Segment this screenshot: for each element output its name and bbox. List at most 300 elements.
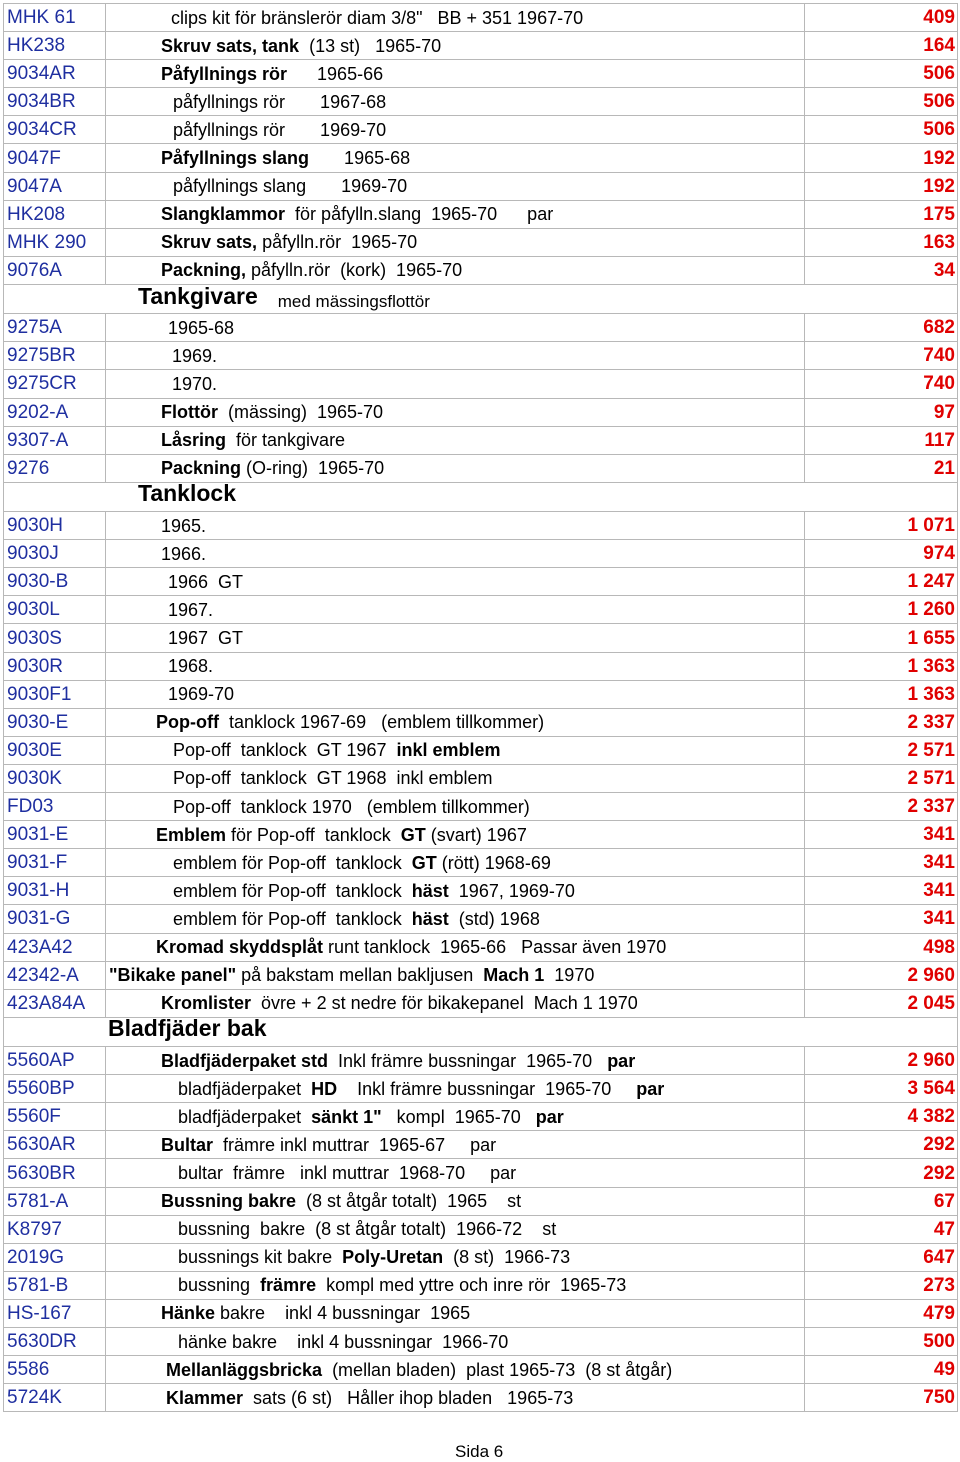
part-number: 9034BR <box>4 88 106 116</box>
part-description <box>106 821 805 849</box>
part-number: 9275CR <box>4 370 106 398</box>
description-text <box>161 37 441 55</box>
description-bold-segment: Skruv sats, tank <box>161 35 300 56</box>
description-text <box>173 798 530 816</box>
parts-price-table <box>3 3 958 1412</box>
part-description <box>106 736 805 764</box>
part-number: 5781-B <box>4 1271 106 1299</box>
table-row <box>4 708 958 736</box>
description-bold-segment: Packning, <box>161 260 247 281</box>
description-bold-segment: par <box>636 1078 665 1099</box>
description-bold-segment: Mellanläggsbricka <box>166 1359 323 1380</box>
description-bold-segment: inkl emblem <box>396 740 501 761</box>
table-row <box>4 88 958 116</box>
part-price: 506 <box>805 60 958 88</box>
description-bold-segment: Bladfjäderpaket std <box>161 1050 329 1071</box>
part-number: 5630AR <box>4 1131 106 1159</box>
section-heading: Tankgivare <box>138 284 258 309</box>
part-number: 9031-E <box>4 821 106 849</box>
description-text <box>161 205 553 223</box>
description-text <box>172 347 217 365</box>
description-text <box>178 1248 570 1266</box>
description-text <box>161 65 383 83</box>
part-price: 1 655 <box>805 624 958 652</box>
part-price: 67 <box>805 1187 958 1215</box>
description-text <box>168 319 234 337</box>
part-price: 2 337 <box>805 708 958 736</box>
part-description <box>106 877 805 905</box>
description-text <box>161 1052 635 1070</box>
description-text <box>161 1304 470 1322</box>
description-bold-segment: Kromad skyddsplåt <box>156 937 324 958</box>
description-bold-segment: sänkt 1" <box>311 1106 382 1127</box>
part-number: 9030E <box>4 736 106 764</box>
part-description <box>106 144 805 172</box>
section-heading: Bladfjäder bak <box>108 1017 267 1042</box>
description-text <box>166 1361 672 1379</box>
part-price: 2 045 <box>805 989 958 1017</box>
part-number: 5630BR <box>4 1159 106 1187</box>
part-description <box>106 1356 805 1384</box>
part-description <box>106 989 805 1017</box>
description-segment: 1969. <box>172 345 218 366</box>
description-segment: (8 st åtgår totalt) 1965 st <box>296 1191 522 1212</box>
part-number: 9034CR <box>4 116 106 144</box>
description-segment: (O-ring) 1965-70 <box>241 458 385 479</box>
description-segment: Pop-off tanklock GT 1968 inkl emblem <box>173 768 493 789</box>
part-number: 9275BR <box>4 342 106 370</box>
description-bold-segment: Kromlister <box>161 993 252 1014</box>
part-price: 4 382 <box>805 1103 958 1131</box>
description-text <box>173 882 575 900</box>
description-bold-segment: Bultar <box>161 1134 214 1155</box>
part-price: 117 <box>805 426 958 454</box>
description-segment: emblem för Pop-off tanklock <box>173 852 412 873</box>
description-segment: (mässing) 1965-70 <box>217 402 384 423</box>
table-row <box>4 1075 958 1103</box>
description-text <box>161 517 206 535</box>
part-price: 341 <box>805 821 958 849</box>
description-text <box>168 573 243 591</box>
table-row <box>4 1047 958 1075</box>
section-heading-row <box>4 482 958 511</box>
table-row <box>4 1271 958 1299</box>
part-number: 9030J <box>4 540 106 568</box>
page-number: Sida 6 <box>455 1442 504 1461</box>
description-text <box>173 910 540 928</box>
table-row <box>4 849 958 877</box>
part-description <box>106 933 805 961</box>
part-description <box>106 849 805 877</box>
description-bold-segment: "Bikake panel" <box>109 965 237 986</box>
description-text <box>173 177 407 195</box>
description-segment: bussning bakre (8 st åtgår totalt) 1966-72 st <box>178 1219 557 1240</box>
description-bold-segment: häst <box>411 880 449 901</box>
part-number: 42342-A <box>4 961 106 989</box>
description-text <box>173 769 493 787</box>
table-row <box>4 821 958 849</box>
table-row <box>4 342 958 370</box>
part-price: 2 571 <box>805 736 958 764</box>
table-row <box>4 764 958 792</box>
description-text <box>166 1389 573 1407</box>
description-text <box>168 657 213 675</box>
part-description <box>106 568 805 596</box>
part-number: 9030H <box>4 512 106 540</box>
description-segment: bultar främre inkl muttrar 1968-70 par <box>178 1163 517 1183</box>
description-bold-segment: Packning <box>161 458 242 479</box>
description-segment: kompl 1965-70 <box>381 1106 536 1127</box>
part-price: 192 <box>805 172 958 200</box>
part-price: 409 <box>805 4 958 32</box>
part-price: 506 <box>805 88 958 116</box>
description-bold-segment: Bussning bakre <box>161 1191 297 1212</box>
description-segment: 1966 GT <box>168 571 244 592</box>
description-segment: på bakstam mellan bakljusen <box>236 965 484 986</box>
description-segment: påfylln.rör (kork) 1965-70 <box>246 260 463 281</box>
table-row <box>4 144 958 172</box>
part-description <box>106 680 805 708</box>
description-segment: bakre inkl 4 bussningar 1965 <box>215 1303 471 1324</box>
table-row <box>4 1131 958 1159</box>
part-description <box>106 1187 805 1215</box>
table-row <box>4 256 958 284</box>
part-price: 3 564 <box>805 1075 958 1103</box>
part-description <box>106 370 805 398</box>
description-bold-segment: par <box>535 1106 564 1127</box>
part-description <box>106 228 805 256</box>
part-description <box>106 540 805 568</box>
table-row <box>4 60 958 88</box>
part-price: 1 363 <box>805 652 958 680</box>
part-number: HK238 <box>4 32 106 60</box>
part-number: 5560AP <box>4 1047 106 1075</box>
part-description <box>106 1299 805 1327</box>
part-price: 175 <box>805 200 958 228</box>
description-text <box>161 233 417 251</box>
description-text <box>156 713 544 731</box>
part-description <box>106 624 805 652</box>
description-text <box>156 938 666 956</box>
part-number: 2019G <box>4 1243 106 1271</box>
description-bold-segment: Påfyllnings slang <box>161 148 310 169</box>
description-bold-segment: GT <box>400 824 426 845</box>
part-description <box>106 88 805 116</box>
part-number: 5630DR <box>4 1328 106 1356</box>
part-price: 2 337 <box>805 793 958 821</box>
table-row <box>4 877 958 905</box>
part-price: 341 <box>805 877 958 905</box>
table-row <box>4 426 958 454</box>
part-number: 9202-A <box>4 398 106 426</box>
description-segment: bussning <box>178 1275 261 1296</box>
description-segment: 1965-68 <box>168 317 235 338</box>
description-text <box>168 685 234 703</box>
description-bold-segment: par <box>607 1050 636 1071</box>
part-description <box>106 1075 805 1103</box>
description-text <box>161 1136 496 1154</box>
table-row <box>4 793 958 821</box>
description-segment: Pop-off tanklock GT 1967 <box>173 740 397 761</box>
description-bold-segment: Skruv sats, <box>161 232 258 253</box>
part-number: HS-167 <box>4 1299 106 1327</box>
part-price: 1 363 <box>805 680 958 708</box>
table-row <box>4 596 958 624</box>
part-price: 500 <box>805 1328 958 1356</box>
description-segment: (mellan bladen) plast 1965-73 (8 st åtgår) <box>322 1359 673 1380</box>
parts-price-table-body <box>4 4 958 1412</box>
part-description <box>106 512 805 540</box>
part-description <box>106 905 805 933</box>
description-segment: Inkl främre bussningar 1965-70 <box>337 1078 637 1099</box>
description-segment: bladfjäderpaket <box>178 1106 312 1127</box>
description-text <box>178 1080 664 1098</box>
description-segment: 1970 <box>544 965 595 986</box>
table-row <box>4 736 958 764</box>
part-number: MHK 290 <box>4 228 106 256</box>
part-description <box>106 793 805 821</box>
table-row <box>4 624 958 652</box>
table-row <box>4 4 958 32</box>
table-row <box>4 370 958 398</box>
description-bold-segment: Låsring <box>161 430 227 451</box>
description-text <box>173 741 501 759</box>
table-row <box>4 989 958 1017</box>
description-segment: bussnings kit bakre <box>178 1247 343 1268</box>
description-text <box>161 149 410 167</box>
table-row <box>4 905 958 933</box>
table-row <box>4 1215 958 1243</box>
table-row <box>4 652 958 680</box>
part-description <box>106 32 805 60</box>
table-row <box>4 1328 958 1356</box>
part-price: 1 247 <box>805 568 958 596</box>
description-segment: för Pop-off tanklock <box>226 824 401 845</box>
description-text <box>161 261 462 279</box>
table-row <box>4 314 958 342</box>
part-price: 647 <box>805 1243 958 1271</box>
part-description <box>106 398 805 426</box>
description-segment: hänke bakre inkl 4 bussningar 1966-70 <box>178 1331 509 1352</box>
description-segment: 1970. <box>172 373 218 394</box>
description-segment: (svart) 1967 <box>425 824 527 845</box>
part-description <box>106 60 805 88</box>
description-segment: 1969-70 <box>168 684 235 705</box>
part-description <box>106 116 805 144</box>
description-segment: emblem för Pop-off tanklock <box>173 880 412 901</box>
part-price: 341 <box>805 849 958 877</box>
description-text <box>161 1192 521 1210</box>
description-segment: (8 st) 1966-73 <box>443 1247 571 1268</box>
table-row <box>4 540 958 568</box>
part-number: 9030F1 <box>4 680 106 708</box>
description-text <box>109 966 594 984</box>
table-row <box>4 32 958 60</box>
part-price: 1 071 <box>805 512 958 540</box>
description-bold-segment: Mach 1 <box>483 965 545 986</box>
description-text <box>178 1220 556 1238</box>
description-segment: 1967. <box>168 599 214 620</box>
part-price: 97 <box>805 398 958 426</box>
part-price: 498 <box>805 933 958 961</box>
part-description <box>106 200 805 228</box>
description-text <box>171 9 583 27</box>
part-description <box>106 342 805 370</box>
part-number: 5560BP <box>4 1075 106 1103</box>
part-price: 2 960 <box>805 961 958 989</box>
description-segment: påfyllnings slang 1969-70 <box>173 176 408 197</box>
part-price: 273 <box>805 1271 958 1299</box>
part-price: 2 571 <box>805 764 958 792</box>
part-description <box>106 1271 805 1299</box>
part-price: 974 <box>805 540 958 568</box>
part-description <box>106 652 805 680</box>
part-price: 1 260 <box>805 596 958 624</box>
part-description <box>106 764 805 792</box>
part-description <box>106 454 805 482</box>
table-row <box>4 1299 958 1327</box>
part-price: 740 <box>805 370 958 398</box>
description-text <box>156 826 527 844</box>
part-price: 341 <box>805 905 958 933</box>
description-text <box>161 403 383 421</box>
part-description <box>106 256 805 284</box>
part-price: 750 <box>805 1384 958 1412</box>
part-number: 9047A <box>4 172 106 200</box>
description-segment: (rött) 1968-69 <box>436 852 551 873</box>
part-number: 5724K <box>4 1384 106 1412</box>
description-segment: sats (6 st) Håller ihop bladen 1965-73 <box>243 1387 574 1408</box>
description-segment: bladfjäderpaket <box>178 1078 312 1099</box>
description-text <box>161 994 638 1012</box>
description-text <box>173 121 386 139</box>
description-segment: clips kit för bränslerör diam 3/8" BB + 351 1967-70 <box>171 7 584 28</box>
part-number: 9076A <box>4 256 106 284</box>
part-number: 9030-E <box>4 708 106 736</box>
part-description <box>106 708 805 736</box>
section-heading-cell <box>4 284 958 313</box>
part-description <box>106 1384 805 1412</box>
part-price: 49 <box>805 1356 958 1384</box>
description-segment: främre inkl muttrar 1965-67 par <box>213 1134 497 1155</box>
description-segment: tanklock 1967-69 (emblem tillkommer) <box>218 712 545 733</box>
part-price: 479 <box>805 1299 958 1327</box>
table-row <box>4 398 958 426</box>
part-price: 682 <box>805 314 958 342</box>
description-text <box>161 431 345 449</box>
description-bold-segment: Pop-off <box>156 712 219 733</box>
part-description <box>106 596 805 624</box>
table-row <box>4 172 958 200</box>
part-description <box>106 1131 805 1159</box>
part-number: HK208 <box>4 200 106 228</box>
description-bold-segment: Slangklammor <box>161 204 286 225</box>
description-bold-segment: Emblem <box>156 824 227 845</box>
table-row <box>4 933 958 961</box>
table-row <box>4 1243 958 1271</box>
part-description <box>106 1103 805 1131</box>
part-number: 9047F <box>4 144 106 172</box>
part-number: 5586 <box>4 1356 106 1384</box>
description-segment: (std) 1968 <box>448 908 540 929</box>
table-row <box>4 116 958 144</box>
part-number: 9307-A <box>4 426 106 454</box>
description-segment: (13 st) 1965-70 <box>299 35 442 56</box>
table-row <box>4 512 958 540</box>
part-number: 9031-G <box>4 905 106 933</box>
table-row <box>4 1356 958 1384</box>
table-row <box>4 1159 958 1187</box>
section-heading-row <box>4 1017 958 1046</box>
description-segment: påfylln.rör 1965-70 <box>257 232 418 253</box>
part-number: 9276 <box>4 454 106 482</box>
part-description <box>106 1047 805 1075</box>
description-text <box>168 629 243 647</box>
part-number: 423A42 <box>4 933 106 961</box>
part-price: 34 <box>805 256 958 284</box>
description-bold-segment: Klammer <box>166 1387 244 1408</box>
table-row <box>4 1103 958 1131</box>
description-segment: kompl med yttre och inre rör 1965-73 <box>316 1275 627 1296</box>
part-number: K8797 <box>4 1215 106 1243</box>
table-row <box>4 200 958 228</box>
description-segment: runt tanklock 1965-66 Passar även 1970 <box>323 937 667 958</box>
table-row <box>4 1187 958 1215</box>
description-bold-segment: Flottör <box>161 402 218 423</box>
description-segment: 1967 GT <box>168 628 244 649</box>
part-price: 740 <box>805 342 958 370</box>
part-description <box>106 961 805 989</box>
part-price: 192 <box>805 144 958 172</box>
table-row <box>4 961 958 989</box>
part-number: 9030-B <box>4 568 106 596</box>
section-heading-cell <box>4 1017 958 1046</box>
description-segment: för tankgivare <box>226 430 346 451</box>
part-number: 9030R <box>4 652 106 680</box>
section-heading: Tanklock <box>138 482 236 507</box>
description-segment: 1965-68 <box>309 148 411 169</box>
section-heading-row <box>4 284 958 313</box>
part-description <box>106 4 805 32</box>
description-bold-segment: främre <box>260 1275 317 1296</box>
description-segment: emblem för Pop-off tanklock <box>173 908 412 929</box>
description-text <box>173 93 386 111</box>
part-price: 164 <box>805 32 958 60</box>
part-price: 292 <box>805 1131 958 1159</box>
description-segment: Pop-off tanklock 1970 (emblem tillkommer) <box>173 796 530 817</box>
description-text <box>178 1276 626 1294</box>
description-bold-segment: Hänke <box>161 1303 216 1324</box>
description-text <box>161 459 384 477</box>
description-segment: 1965. <box>161 515 207 536</box>
part-number: 9034AR <box>4 60 106 88</box>
part-number: 5560F <box>4 1103 106 1131</box>
description-segment: övre + 2 st nedre för bikakepanel Mach 1 1970 <box>251 993 638 1014</box>
part-description <box>106 1243 805 1271</box>
description-segment: 1966. <box>161 543 207 564</box>
table-row <box>4 228 958 256</box>
description-bold-segment: Påfyllnings rör <box>161 63 288 84</box>
part-price: 163 <box>805 228 958 256</box>
description-bold-segment: Poly-Uretan <box>342 1247 444 1268</box>
description-segment: påfyllnings rör 1967-68 <box>173 91 387 112</box>
description-segment: påfyllnings rör 1969-70 <box>173 119 387 140</box>
table-row <box>4 1384 958 1412</box>
part-number: 9275A <box>4 314 106 342</box>
description-text <box>178 1333 508 1351</box>
description-bold-segment: GT <box>411 852 437 873</box>
part-number: 423A84A <box>4 989 106 1017</box>
